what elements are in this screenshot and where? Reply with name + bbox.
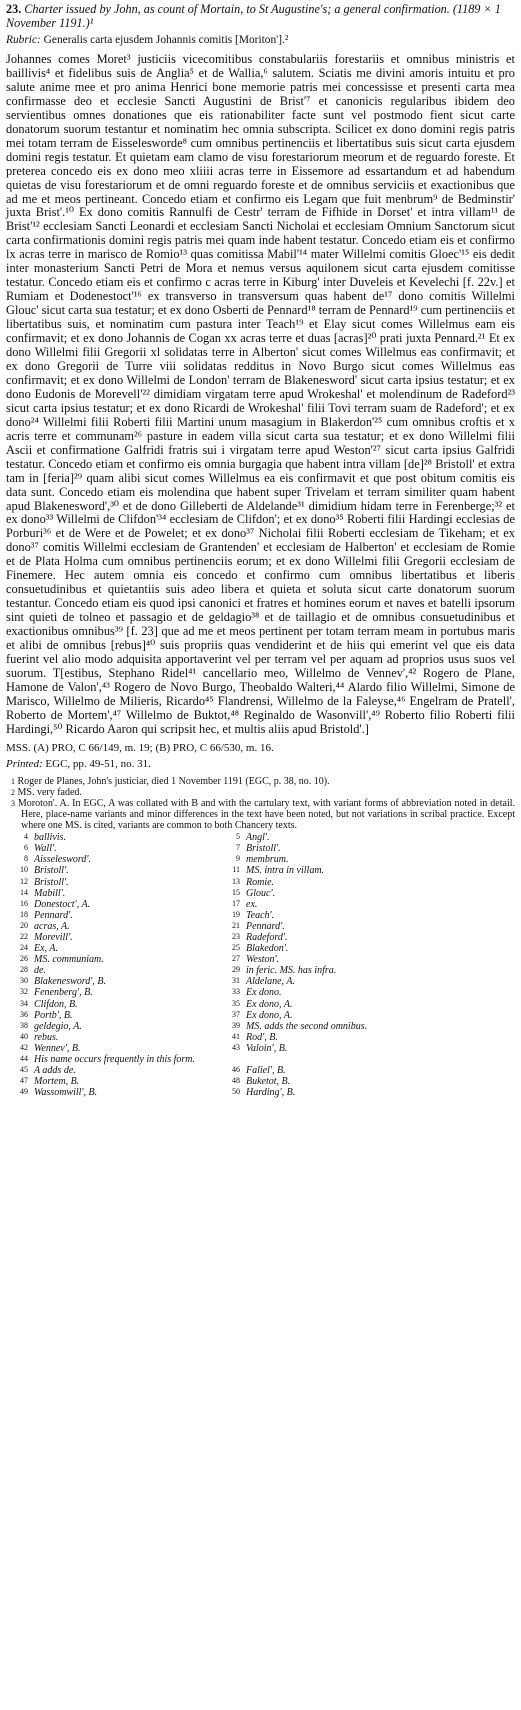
footnote <box>6 1065 218 1076</box>
footnote-number: 11 <box>232 865 240 875</box>
printed-text: EGC, pp. 49-51, no. 31. <box>45 757 151 770</box>
footnote <box>218 1076 508 1087</box>
footnotes-full-width <box>6 776 515 831</box>
footnote-text: Glouc'. <box>246 887 276 899</box>
footnote <box>218 954 508 965</box>
footnote <box>218 987 508 998</box>
footnote-text: Donestoct', A. <box>34 898 91 910</box>
footnote <box>6 865 218 876</box>
footnote-text: Ex dono, A. <box>246 998 293 1010</box>
footnote-text: Romie. <box>246 876 275 888</box>
footnote-number: 44 <box>20 1054 28 1064</box>
footnote-text: Ex dono. <box>246 987 282 999</box>
footnote <box>218 1054 508 1065</box>
footnote-number: 2 <box>11 787 15 797</box>
footnote-number: 26 <box>20 954 28 964</box>
footnote-text: Blakenesword', B. <box>34 976 107 988</box>
footnote-number: 49 <box>20 1087 28 1097</box>
footnote-number: 3 <box>11 798 15 808</box>
footnote <box>6 899 218 910</box>
footnote-text: Ex, A. <box>34 943 58 955</box>
footnote <box>218 865 508 876</box>
footnote <box>218 888 508 899</box>
footnote-text: Clifdon, B. <box>34 998 78 1010</box>
footnote <box>218 843 508 854</box>
footnote-number: 12 <box>20 876 28 886</box>
footnote-number: 13 <box>232 876 240 886</box>
footnote-number: 9 <box>236 854 240 864</box>
footnote-text: Roger de Planes, John's justiciar, died 1 November 1191 (EGC, p. 38, no. 10). <box>15 775 330 787</box>
footnote-text: Ex dono, A. <box>246 1009 293 1021</box>
footnote <box>6 1021 218 1032</box>
footnote-text: Aldelane, A. <box>246 976 295 988</box>
footnote <box>6 888 218 899</box>
footnote-text: geldegio, A. <box>34 1020 82 1032</box>
footnote-number: 50 <box>232 1087 240 1097</box>
footnote-text: Rod', B. <box>246 1031 278 1043</box>
footnote-text: Pennard'. <box>246 920 285 932</box>
footnote <box>218 921 508 932</box>
footnote <box>6 776 515 787</box>
rubric <box>6 33 515 47</box>
rubric-text: Generalis carta ejusdem Johannis comitis [Moriton'].² <box>43 34 289 46</box>
footnote-text: rebus. <box>34 1031 59 1043</box>
footnote <box>218 1043 508 1054</box>
footnote-text: Bristoll'. <box>34 876 69 888</box>
footnote-number: 36 <box>20 1009 28 1019</box>
footnote-text: membrum. <box>246 854 289 866</box>
footnote-text: Faliel', B. <box>246 1065 286 1077</box>
footnote-text: Mortem, B. <box>34 1076 80 1088</box>
footnote <box>6 954 218 965</box>
footnote <box>6 987 218 998</box>
footnote <box>6 832 218 843</box>
footnote <box>218 1087 508 1098</box>
footnote-text: MS. very faded. <box>15 786 82 798</box>
footnote-number: 19 <box>232 909 240 919</box>
footnote <box>218 965 508 976</box>
footnote-text: A adds de. <box>34 1065 76 1077</box>
footnote-number: 33 <box>232 987 240 997</box>
footnote-text: ex. <box>246 898 258 910</box>
footnote-number: 47 <box>20 1076 28 1086</box>
footnote <box>218 910 508 921</box>
footnote-number: 40 <box>20 1031 28 1041</box>
footnote <box>6 965 218 976</box>
footnote-text: Harding', B. <box>246 1087 296 1099</box>
footnote-number: 4 <box>24 832 28 842</box>
footnote-text: Blakedon'. <box>246 943 289 955</box>
footnote-text: His name occurs frequently in this form. <box>34 1054 196 1066</box>
charter-title: Charter issued by John, as count of Mortain, to St Augustine's; a general confirmation. (1189 × 1 November 1191.)¹ <box>6 2 501 30</box>
charter-body-text: Johannes comes Moret³ justiciis vicecomitibus constabulariis forestariis et omnibus ministris et baillivis⁴ et fidelibus suis de Anglia⁵ et de Wallia,⁶ salutem. Sciatis me divini amoris intuitu et pro salute anime mee et pro anima Henrici bone memorie patris mei concessisse et presenti carta mea confirmasse deo et ecclesie Sancti Augustini de Brist'⁷ et canonicis regularibus ibidem deo servientibus omnes donationes que eis rationabiliter facte sunt vel postmodo fient sicut carte donatorum suorum testantur et nominatim hec omnia subscripta. Scilicet ex dono domini regis patris mei totam terram de Eisselesworde⁸ cum omnibus pertinenciis et libertatibus suis sicut carta ejusdem domini regis testatur. Et quietam eam clamo de visu forestariorum meorum et de reguardo foreste. Et preterea concedo eis ex dono meo xliiii acras terre in Eissemore ad essartandum et ad habendum quietas de visu forestariorum et de omni reguardo foreste et de omnibus serviciis et exactionibus que ad me et meos pertineant. Concedo etiam et confirmo eis Legam que fuit menbrum⁹ de Bedminstir' juxta Brist'.¹⁰ Ex dono comitis Rannulfi de Cestr' terram de Fifhide in Dorset' et intra villam¹¹ de Brist'¹² ecclesiam Sancti Leonardi et ecclesiam Sancti Nicholai et ecclesiam Omnium Sanctorum sicut carta confirmationis domini regis patris mei quam inde habent testatur. Concedo etiam eis et confirmo lx acras terre in marisco de Romio¹³ quas comitissa Mabil'¹⁴ mater Willelmi comitis Gloec'¹⁵ eis dedit inter monasterium Sancti Petri de Mora et nemus versus aquilonem sicut carta ejusdem comitisse testatur. Concedo etiam eis et confirmo c acras terre in Kiburg' inter Duveleis et Kevelechi [f. 22v.] et Rumiam et Dodenestoct'¹⁶ ex transverso in transversum quas habent de¹⁷ dono comitis Willelmi Glouc' sicut carta sua testatur; et ex dono Osberti de Pennard¹⁸ terram de Pennard¹⁹ cum pertinenciis et libertatibus suis, et nominatim cum pastura inter Teach¹⁹ et Elay sicut comes Willelmus eam eis confirmavit; et ex dono Johannis de Cogan xx acras terre et duas [acras]²⁰ prati juxta Pennard.²¹ Et ex dono Willelmi filii Gregorii xl solidatas terre in Alberton' sicut comes Willelmus eas confirmavit; et ex dono Gregorii de Turre viii solidatas redditus in Novo Burgo sicut comes Willelmus eas confirmavit; et ex dono Willelmi de London' terram de Blakenesword' sicut carta ipsius testatur; et ex dono Eudonis de Morevell'²² dimidiam virgatam terre apud Wrokeshal' et molendinum de Radeford²³ sicut carta ipsius testatur; et ex dono Ricardi de Wrokeshal' filii Tovi terram suam de Radeford'; et ex dono²⁴ Willelmi filii Roberti filii Martini unum masagium in Blakerdon'²⁵ cum omnibus croftis et x acris terre et communam²⁶ pasture in eadem villa sicut carta sua testatur; et ex dono Willelmi filii Ascii et confirmatione Galfridi fratris sui i virgatam terre apud Weston'²⁷ sicut carta ipsius Galfridi testatur. Concedo etiam et confirmo eis omnia burgagia que habent intra villam [de]²⁸ Bristoll' et extra tam in [feria]²⁹ quam alibi sicut comes Willelmus ea eis confirmavit et que post obitum comitis eis data sunt. Concedo etiam eis molendina que habent super Trivelam et terram similiter quam habent apud Blakenesword',³⁰ et de dono Gilleberti de Aldelande³¹ dimidium hidam terre in Ferenberge;³² et ex dono³³ Willelmi de Clifdon'³⁴ ecclesiam de Clifdon'; et ex dono³⁵ Roberti filii Hardingi ecclesias de Porburi³⁶ et de Were et de Powelet; et ex dono³⁷ Nicholai filii Roberti ecclesiam de Tikeham; et ex dono³⁷ comitis Willelmi ecclesiam de Grantenden' et ecclesiam de Halberton' et ecclesiam de Romie et de Plata Holma cum omnibus pertinenciis eorum; et ex dono Willelmi filii Gregorii ecclesiam de Finemere. Hec autem omnia eis concedo et confirmo cum omnibus libertatibus et liberis consuetudinibus et quietantiis suis adeo libera et quieta et soluta sicut carte donatorum suorum testantur. Concedo etiam eis quod ipsi canonici et fratres et homines eorum et naves et batelli ipsorum sint quieti de tolneo et passagio et de geldagio³⁸ et de taillagio et de omnibus consuetudinibus et exactionibus omnibus³⁹ [f. 23] que ad me et meos pertinent per totam terram meam in portubus maris et alibi de omnibus [rebus]⁴⁰ suis propriis quas vendiderint et de hiis qui emerint vel que eis data fuerint vel alio modo adquisita apportaverint vel per terram vel per aquam ad proprios usus suos vel suorum. T[estibus, Stephano Ridel⁴¹ cancellario meo, Willelmo de Vennev',⁴² Rogero de Plane, Hamone de Valon',⁴³ Rogero de Novo Burgo, Theobaldo Walteri,⁴⁴ Alardo filio Willelmi, Simone de Marisco, Willelmo de Milieris, Ricardo⁴⁵ Flandrensi, Willelmo de la Faleyse,⁴⁶ Engelram de Pratell', Roberto de Mortem',⁴⁷ Willelmo de Buktot,⁴⁸ Reginaldo de Wasonvill',⁴⁹ Roberto filio Roberti filii Hardingi,⁵⁰ Ricardo Aaron qui scripsit hec, et multis aliis apud Bristold'.] <box>6 52 515 736</box>
footnote <box>6 1076 218 1087</box>
footnote-number: 28 <box>20 965 28 975</box>
footnote-text: MS. intra in villam. <box>246 865 325 877</box>
manuscripts-line: MSS. (A) PRO, C 66/149, m. 19; (B) PRO, C 66/530, m. 16. <box>6 741 274 754</box>
footnotes-two-column <box>6 832 515 1098</box>
footnote-number: 5 <box>236 832 240 842</box>
footnote-number: 21 <box>232 920 240 930</box>
footnote-number: 41 <box>232 1031 240 1041</box>
footnote <box>218 976 508 987</box>
footnote <box>6 999 218 1010</box>
footnote-text: Pennard'. <box>34 909 73 921</box>
footnote-text: Teach'. <box>246 909 275 921</box>
footnote-text: MS. adds the second omnibus. <box>246 1020 368 1032</box>
footnote-number: 31 <box>232 976 240 986</box>
footnote <box>6 854 218 865</box>
footnote-text: Weston'. <box>246 954 280 966</box>
footnote-text: Morevill'. <box>34 932 73 944</box>
footnote <box>218 854 508 865</box>
footnote-number: 42 <box>20 1042 28 1052</box>
footnote <box>6 1032 218 1043</box>
footnote <box>6 1054 218 1065</box>
footnote <box>6 921 218 932</box>
footnote-text: Portb', B. <box>34 1009 73 1021</box>
footnotes <box>6 776 515 1099</box>
footnote <box>218 943 508 954</box>
footnote-number: 17 <box>232 898 240 908</box>
footnote-text: de. <box>34 965 46 977</box>
footnote <box>6 1010 218 1021</box>
footnote-text: Wennev', B. <box>34 1042 81 1054</box>
footnote-number: 20 <box>20 920 28 930</box>
footnote-number: 22 <box>20 932 28 942</box>
footnote-text: Angl'. <box>246 832 270 844</box>
footnote-number: 8 <box>24 854 28 864</box>
footnote-text: acras, A. <box>34 920 70 932</box>
footnote-number: 27 <box>232 954 240 964</box>
footnote <box>6 943 218 954</box>
footnote-number: 45 <box>20 1065 28 1075</box>
footnote-text: in feric. MS. has infra. <box>246 965 337 977</box>
footnote-number: 1 <box>11 776 15 786</box>
footnote-number: 16 <box>20 898 28 908</box>
footnote-text: Bristoll'. <box>246 843 281 855</box>
footnote <box>6 1087 218 1098</box>
footnote <box>218 1010 508 1021</box>
footnote-text: Mabill'. <box>34 887 66 899</box>
footnote-number: 37 <box>232 1009 240 1019</box>
footnote-number: 23 <box>232 932 240 942</box>
footnote-text: Radeford'. <box>246 932 288 944</box>
charter-number: 23. <box>6 2 22 16</box>
footnote-number: 30 <box>20 976 28 986</box>
footnote-text: Buketot, B. <box>246 1076 291 1088</box>
printed-line <box>6 758 515 771</box>
footnote-number: 34 <box>20 998 28 1008</box>
footnote <box>218 932 508 943</box>
footnote <box>218 1032 508 1043</box>
footnote-number: 48 <box>232 1076 240 1086</box>
footnote-number: 10 <box>20 865 28 875</box>
footnote <box>218 1065 508 1076</box>
footnote-number: 39 <box>232 1020 240 1030</box>
footnote <box>218 999 508 1010</box>
footnote-number: 29 <box>232 965 240 975</box>
footnote-number: 46 <box>232 1065 240 1075</box>
footnote-number: 24 <box>20 943 28 953</box>
footnote-number: 38 <box>20 1020 28 1030</box>
footnote-text: ballivis. <box>34 832 66 844</box>
footnote <box>6 798 515 831</box>
footnote-number <box>218 1054 246 1065</box>
footnote-number: 35 <box>232 998 240 1008</box>
footnote-text: Wall'. <box>34 843 57 855</box>
footnote <box>218 1021 508 1032</box>
footnote-number: 43 <box>232 1042 240 1052</box>
footnote <box>218 899 508 910</box>
footnote-text: Moroton'. A. In EGC, A was collated with B and with the cartulary text, with variant forms of abbreviation noted in detail. Here, place-name variants and minor differences in the text have been noted, but not variations in scribal practice. Except where one MS. is cited, variants are common to both Chancery texts. <box>15 797 515 832</box>
footnote <box>6 877 218 888</box>
footnote-number: 6 <box>24 843 28 853</box>
footnote-number: 14 <box>20 887 28 897</box>
footnote-number: 18 <box>20 909 28 919</box>
footnote-number: 25 <box>232 943 240 953</box>
printed-label: Printed: <box>6 757 43 770</box>
footnote-text: Fenenberg', B. <box>34 987 93 999</box>
footnote-number: 7 <box>236 843 240 853</box>
document-page <box>6 2 515 1098</box>
footnote-text: Valoin', B. <box>246 1042 288 1054</box>
footnote <box>218 832 508 843</box>
footnote <box>6 910 218 921</box>
rubric-label: Rubric: <box>6 34 41 46</box>
footnote-number: 15 <box>232 887 240 897</box>
footnote <box>6 843 218 854</box>
footnote <box>218 877 508 888</box>
footnote-text: Aisselesword'. <box>34 854 92 866</box>
footnote <box>6 976 218 987</box>
footnote-number: 32 <box>20 987 28 997</box>
footnote-text: Wassomwill', B. <box>34 1087 98 1099</box>
charter-heading <box>6 2 515 30</box>
footnote <box>6 932 218 943</box>
footnote <box>6 1043 218 1054</box>
footnote-text: Bristoll'. <box>34 865 69 877</box>
footnote-text: MS. communiam. <box>34 954 104 966</box>
footnote <box>6 787 515 798</box>
